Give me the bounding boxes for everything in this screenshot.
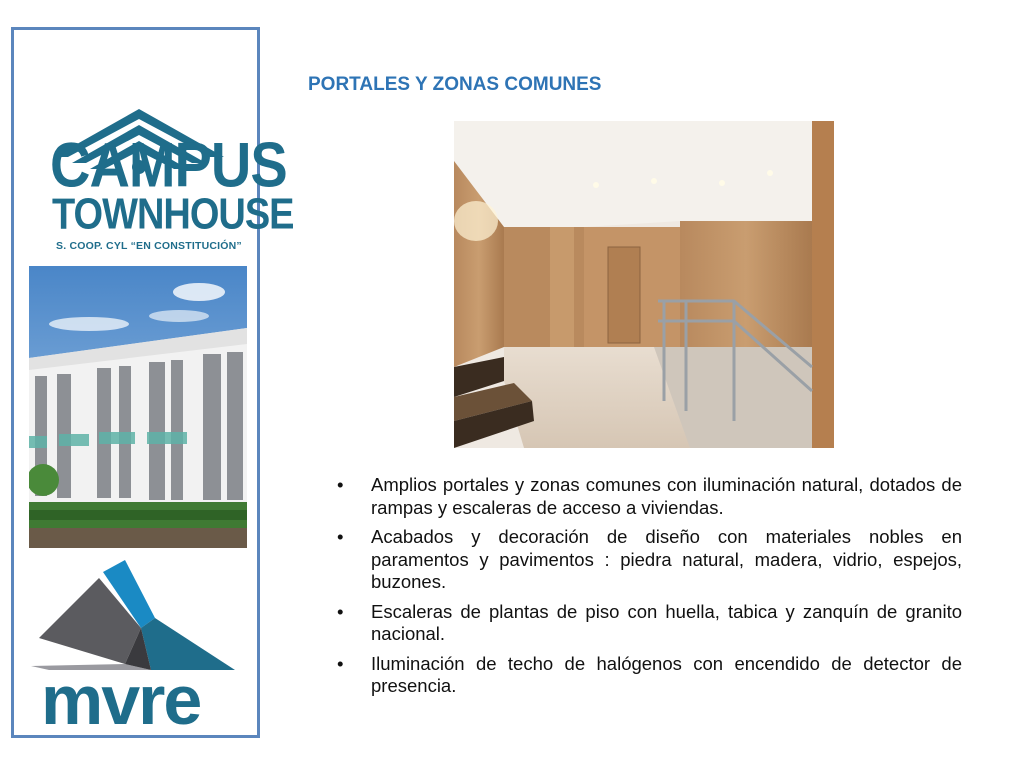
mvre-text: mvre xyxy=(41,661,201,730)
lobby-photo xyxy=(454,121,834,448)
page-title: PORTALES Y ZONAS COMUNES xyxy=(308,74,602,95)
logo-subtitle: S. COOP. CYL “EN CONSTITUCIÓN” xyxy=(56,240,242,252)
sidebar-panel xyxy=(11,27,294,738)
feature-list xyxy=(337,474,962,705)
list-item: • Iluminación de techo de halógenos con encendido de detector de presencia. xyxy=(337,653,962,698)
logo-word-townhouse: TOWNHOUSE xyxy=(52,190,294,239)
logo-word-campus: CAMPUS xyxy=(50,129,287,201)
list-item: • Escaleras de plantas de piso con huella, tabica y zanquín de granito nacional. xyxy=(337,601,962,646)
list-item: • Amplios portales y zonas comunes con iluminación natural, dotados de rampas y escaleras de acceso a viviendas. xyxy=(337,474,962,519)
list-item: • Acabados y decoración de diseño con materiales nobles en paramentos y pavimentos : piedra natural, madera, vidrio, espejos, buzones. xyxy=(337,526,962,594)
mvre-logo xyxy=(29,560,247,730)
building-rendering-image xyxy=(29,266,247,548)
